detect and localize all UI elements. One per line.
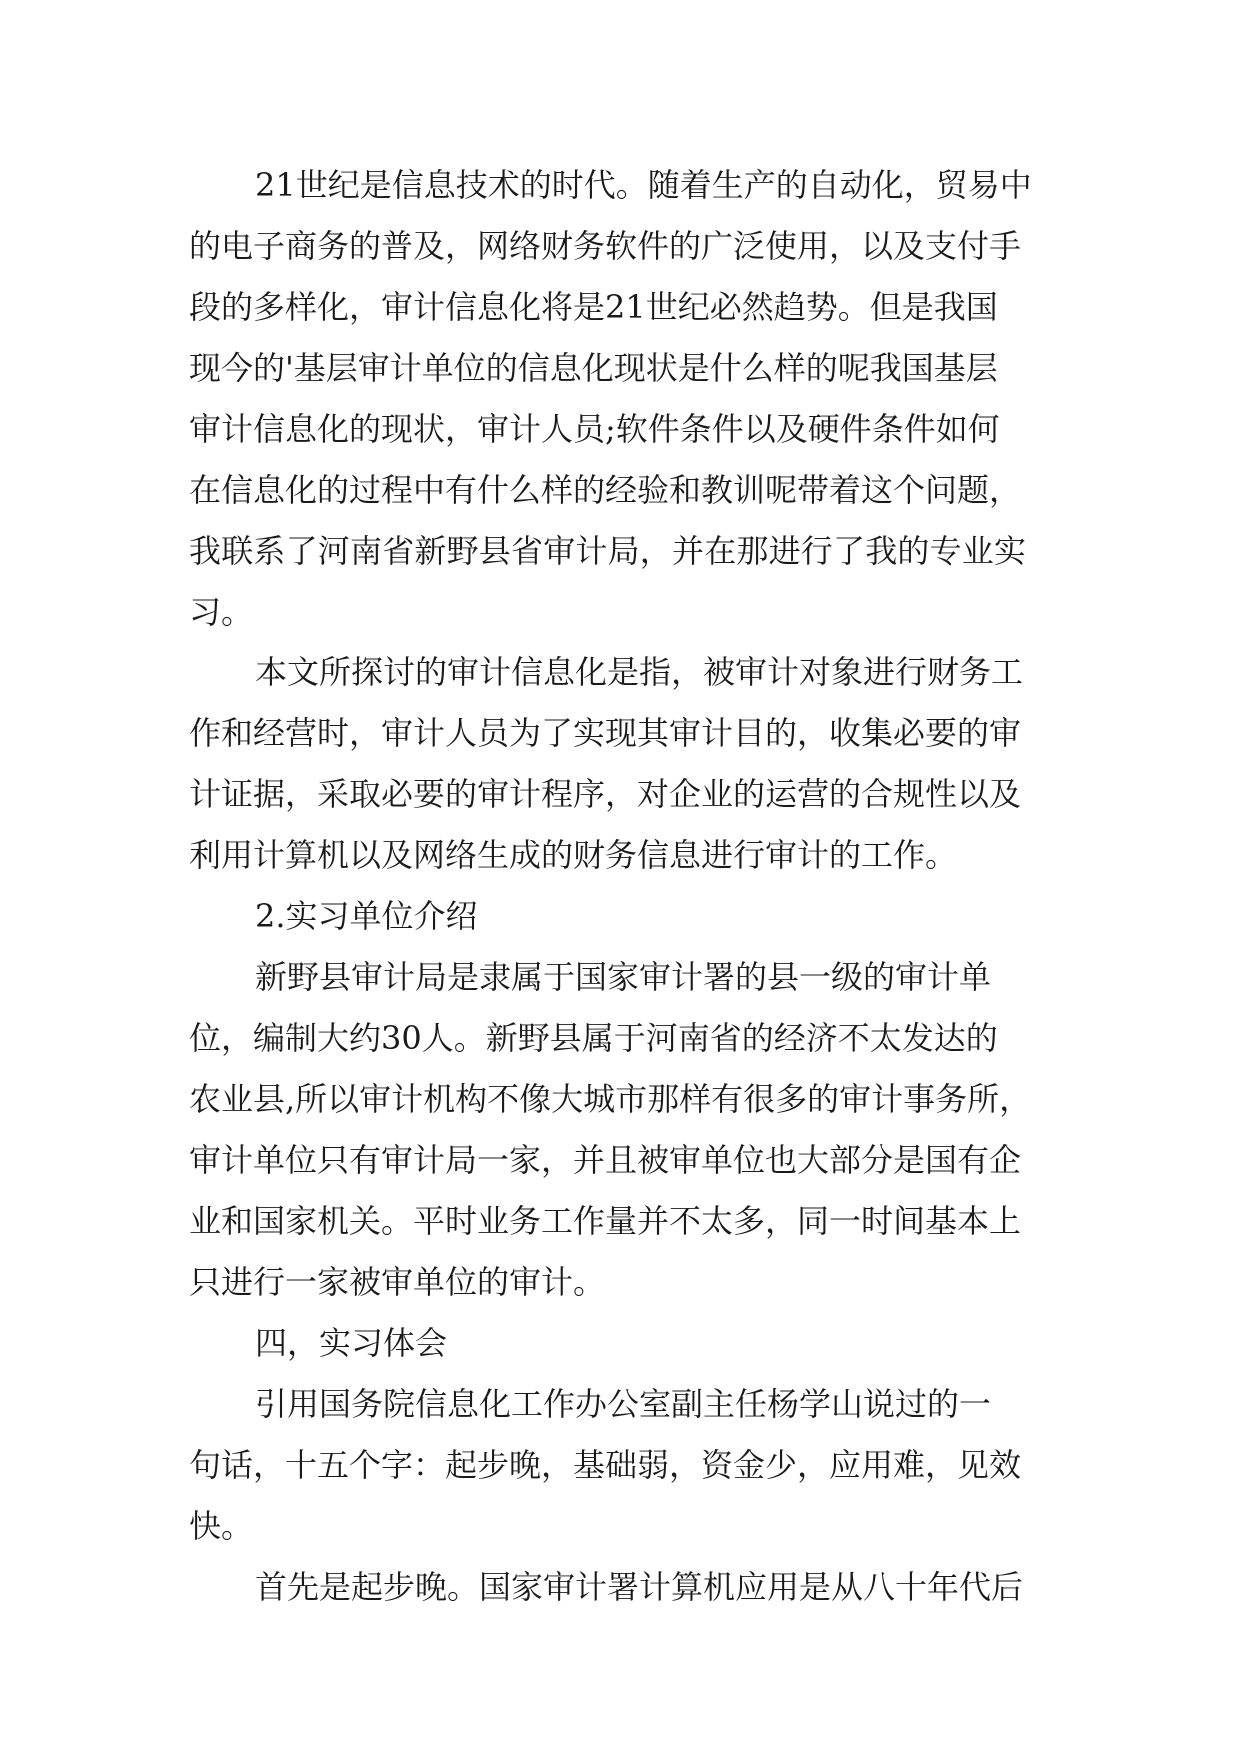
- paragraph-1-line-1: 21世纪是信息技术的时代。随着生产的自动化，贸易中: [255, 166, 1032, 204]
- paragraph-6-line-2: 句话，十五个字：起步晚，基础弱，资金少，应用难，见效: [189, 1446, 1022, 1484]
- paragraph-7-line-1: 首先是起步晚。国家审计署计算机应用是从八十年代后: [255, 1568, 1024, 1606]
- paragraph-1-line-5: 审计信息化的现状，审计人员;软件条件以及硬件条件如何: [189, 410, 1000, 448]
- paragraph-4-line-2: 位，编制大约30人。新野县属于河南省的经济不太发达的: [189, 1019, 998, 1057]
- paragraph-2-line-2: 作和经营时，审计人员为了实现其审计目的，收集必要的审: [189, 714, 1022, 752]
- section-heading-internship-unit: 2.实习单位介绍: [255, 897, 478, 935]
- paragraph-4-line-3: 农业县,所以审计机构不像大城市那样有很多的审计事务所，: [189, 1080, 1032, 1118]
- paragraph-1-line-3: 段的多样化，审计信息化将是21世纪必然趋势。但是我国: [189, 288, 998, 326]
- paragraph-1-line-7: 我联系了河南省新野县省审计局，并在那进行了我的专业实: [189, 532, 1027, 570]
- paragraph-2-line-4: 利用计算机以及网络生成的财务信息进行审计的工作。: [189, 836, 958, 874]
- paragraph-6-line-1: 引用国务院信息化工作办公室副主任杨学山说过的一: [255, 1385, 992, 1423]
- paragraph-1-line-4: 现今的'基层审计单位的信息化现状是什么样的呢我国基层: [189, 349, 998, 387]
- paragraph-2-line-1: 本文所探讨的审计信息化是指，被审计对象进行财务工: [255, 653, 1024, 691]
- paragraph-1-line-8: 习。: [189, 593, 254, 631]
- paragraph-1-line-2: 的电子商务的普及，网络财务软件的广泛使用，以及支付手: [189, 227, 1022, 265]
- paragraph-4-line-1: 新野县审计局是隶属于国家审计署的县一级的审计单: [255, 958, 992, 996]
- section-heading-internship-experience: 四，实习体会: [255, 1324, 448, 1362]
- paragraph-4-line-4: 审计单位只有审计局一家，并且被审单位也大部分是国有企: [189, 1141, 1022, 1179]
- paragraph-4-line-5: 业和国家机关。平时业务工作量并不太多，同一时间基本上: [189, 1202, 1022, 1240]
- paragraph-4-line-6: 只进行一家被审单位的审计。: [189, 1263, 606, 1301]
- paragraph-1-line-6: 在信息化的过程中有什么样的经验和教训呢带着这个问题，: [189, 471, 1022, 509]
- paragraph-6-line-3: 快。: [189, 1507, 254, 1545]
- paragraph-2-line-3: 计证据，采取必要的审计程序，对企业的运营的合规性以及: [189, 775, 1022, 813]
